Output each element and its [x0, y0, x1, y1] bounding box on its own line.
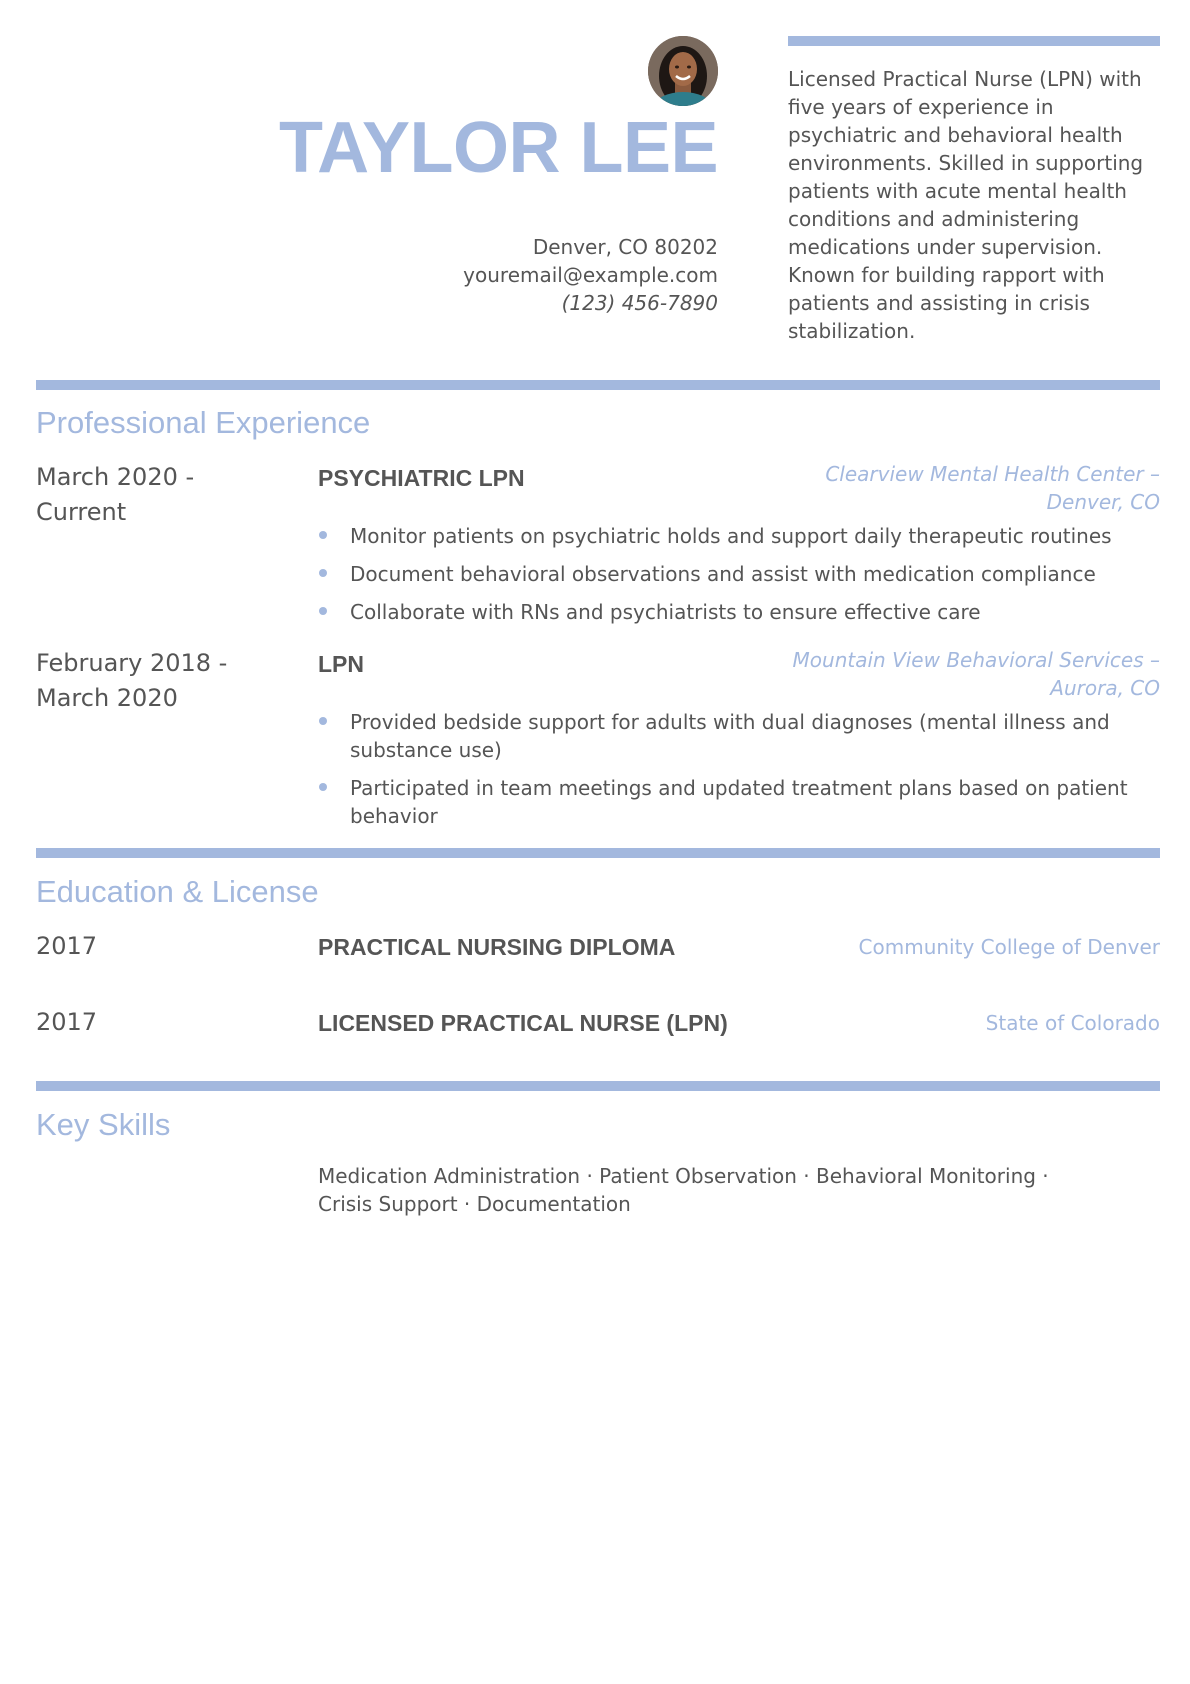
contact-info [463, 233, 718, 317]
bullet-icon [319, 607, 327, 615]
bullet-icon [319, 783, 327, 791]
bullet-icon [319, 531, 327, 539]
bullet-text: Provided bedside support for adults with dual diagnoses (mental illness and substance use) [350, 710, 1110, 762]
job-title: PSYCHIATRIC LPN [318, 465, 525, 491]
summary-block [788, 36, 1160, 345]
resume-page [36, 0, 1160, 1684]
experience-heading: Professional Experience [36, 405, 371, 440]
bullet-text: Monitor patients on psychiatric holds and support daily therapeutic routines [350, 524, 1112, 548]
address: Denver, CO 80202 [532, 235, 718, 259]
list-item [318, 774, 1160, 830]
bullet-icon [319, 717, 327, 725]
list-item [318, 522, 1160, 550]
bullet-text: Collaborate with RNs and psychiatrists to ensure effective care [350, 600, 981, 624]
education-year: 2017 [36, 1008, 98, 1036]
job-date-start: March 2020 - [36, 463, 195, 491]
list-item [318, 598, 1160, 626]
section-divider [36, 848, 1160, 858]
education-institution: Community College of Denver [858, 935, 1160, 959]
candidate-name: TAYLOR LEE [278, 108, 718, 188]
skills-list: Medication Administration · Patient Observation · Behavioral Monitoring · Crisis Support · Documentation [318, 1164, 1049, 1216]
job-date-start: February 2018 - [36, 649, 228, 677]
job-employer [740, 646, 1160, 702]
bullet-text: Participated in team meetings and updated treatment plans based on patient behavior [350, 776, 1128, 828]
education-credential: LICENSED PRACTICAL NURSE (LPN) [318, 1010, 728, 1036]
job-dates [36, 460, 286, 530]
bullet-text: Document behavioral observations and assist with medication compliance [350, 562, 1096, 586]
employer-name: Clearview Mental Health Center – [825, 462, 1160, 486]
education-credential: PRACTICAL NURSING DIPLOMA [318, 934, 676, 960]
section-divider [36, 1081, 1160, 1091]
education-institution: State of Colorado [985, 1011, 1160, 1035]
employer-name: Mountain View Behavioral Services – [792, 648, 1160, 672]
profile-photo [648, 36, 718, 106]
job-dates [36, 646, 286, 716]
education-year: 2017 [36, 932, 98, 960]
employer-location: Denver, CO [1046, 490, 1160, 514]
job-date-end: March 2020 [36, 684, 178, 712]
list-item [318, 708, 1160, 764]
summary-text: Licensed Practical Nurse (LPN) with five years of experience in psychiatric and behavioral health environments. Skilled in supporting patients with acute mental health conditions and administering medications under supervision. Known for building rapport with patients and assisting in crisis stabilization. [788, 67, 1144, 343]
job-bullets [318, 522, 1160, 636]
job-title: LPN [318, 651, 364, 677]
education-heading: Education & License [36, 874, 319, 909]
job-bullets [318, 708, 1160, 840]
email[interactable]: youremail@example.com [463, 263, 718, 287]
phone[interactable]: (123) 456-7890 [561, 291, 718, 315]
employer-location: Aurora, CO [1050, 676, 1160, 700]
section-divider [36, 380, 1160, 390]
job-employer [740, 460, 1160, 516]
job-date-end: Current [36, 498, 127, 526]
summary-divider [788, 36, 1160, 46]
bullet-icon [319, 569, 327, 577]
skills-heading: Key Skills [36, 1107, 171, 1142]
list-item [318, 560, 1160, 588]
